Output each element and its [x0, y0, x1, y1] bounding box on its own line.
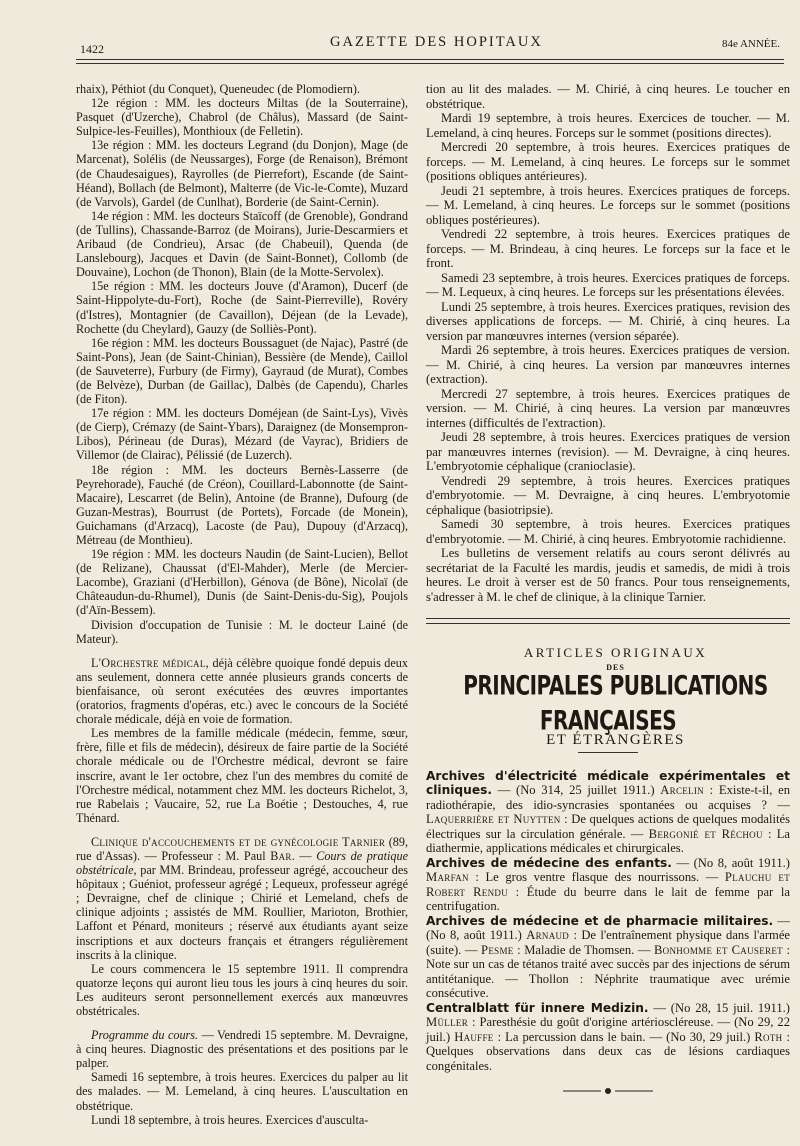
ref-text: : De l'entraînement physique dans l'armée (suite). — [426, 928, 791, 957]
orchestre-heading: L'Orchestre médical, [91, 655, 209, 670]
author: Müller [426, 1015, 468, 1029]
page-number: 1422 [80, 42, 104, 56]
paragraph: Les membres de la famille médicale (médecin, femme, sœur, frère, fille et fils de médecin), désireux de faire partie de la Société chorale médicale ou de l'Orchestre médical, devront se faire inscrire, avant le 1er octobre, chez l'un des membres du comité de l'Orchestre médical, notamment chez MM. les docteurs Richelot, 3, rue Rabelais ; Vaucaire, 52, rue La Boétie ; Destouches, 4, rue Thénard. [76, 726, 408, 825]
section-divider [426, 618, 790, 624]
programme-text: — Vendredi 15 septembre. M. Devraigne, à cinq heures. Diagnostic des présentations et des positions par le palper. [76, 1028, 408, 1071]
ref-text: : La diathermie, applications médicales et chirurgicales. [426, 826, 790, 855]
clinique-paragraph [76, 835, 408, 962]
paragraph: 14e région : MM. les docteurs Staïcoff (de Grenoble), Gondrand (de Tullins), Chassande-Barroz (de Moirans), Jurie-Descarmiers et Aribaud (de Condrieu), Arsac (de Chabeuil), Quenda (de Lanslebourg), Jacques et Davin (de Saint-Bonnet), Collomb (de Douvaine), Lochon (de Thonon), Blain (de la Motte-Servolex). [76, 208, 408, 280]
author: Roth [754, 1029, 783, 1044]
paragraph: 13e région : MM. les docteurs Legrand (du Donjon), Mage (de Marcenat), Solélis (de Neussarges), Forge (de Renaison), Brémont (de Chaudesaigues), Rayrolles (de Pierrefort), Escande (de Saint-Héand), Bollach (de Belmont), Malterre (de Vic-le-Comte), Muzard (de Varvols), Gardel (de Cunlhat), Borderie (de Saint-Cernin). [76, 138, 408, 209]
right-column [426, 82, 790, 1095]
course-title: Cours de pratique obstétricale [76, 848, 409, 878]
ref-text: — (No 8, août 1911.) [671, 855, 790, 870]
reference-entry [426, 856, 790, 914]
ref-text: : Étude du beurre dans le lait de femme par la centrifugation. [426, 884, 790, 913]
paragraph: Jeudi 21 septembre, à trois heures. Exercices pratiques de forceps. — M. Lemeland, à cinq heures. Le forceps sur le sommet (positions obliques postérieures). [426, 183, 790, 227]
ref-text: : Existe-t-il, en radiothérapie, des idio-syncrasies spontanées ou acquises ? — [426, 783, 790, 812]
end-ornament-icon [563, 1087, 653, 1095]
ref-text: : Quelques observations dans deux cas de lésions cardiaques congénitales. [426, 1029, 790, 1073]
clinique-text: . — [291, 848, 317, 863]
clinique-heading: Clinique d'accouchements et de gynécologie Tarnier [91, 834, 386, 849]
paragraph: rhaix), Péthiot (du Conquet), Queneudec (de Plomodiern). [76, 82, 360, 96]
header-rule [76, 59, 784, 64]
paragraph: Mardi 26 septembre, à trois heures. Exercices pratiques de version. — M. Chirié, à cinq heures. La version par manœuvres internes (extraction). [426, 343, 790, 386]
author: Marfan [426, 870, 469, 884]
ref-text: : De quelques actions de quelques modalités électriques sur la circulation générale. — [426, 812, 790, 841]
orchestre-body: déjà célèbre quoique fondé depuis deux ans seulement, donnera cette année plusieurs grands concerts de bienfaisance, où seront exécutées des œuvres importantes (oratorios, fragments d'opéras, etc.) avec le concours de la Société chorale médicale, déjà en voie de formation. [76, 655, 408, 727]
paragraph: 15e région : MM. les docteurs Jouve (d'Aramon), Ducerf (de Saint-Hippolyte-du-Fort), Roche (de Saint-Pierreville), Rovéry (d'Istres), Montagnier (de Cavaillon), Déjean (de la Levade), Rochette (du Cheylard), Gauzy (de Solliès-Pont). [76, 279, 408, 336]
year-label: 84e ANNÉE. [721, 38, 780, 50]
ref-text: — (No 314, 25 juillet 1911.) [491, 783, 661, 797]
professor-name: Bar [270, 848, 292, 863]
paragraph: Samedi 23 septembre, à trois heures. Exercices pratiques de forceps. — M. Lequeux, à cinq heures. Le forceps sur les présentations élevées. [426, 270, 790, 299]
paragraph: Jeudi 28 septembre, à trois heures. Exercices pratiques de version par manœuvres internes (revision). — M. Devraigne, à cinq heures. L'embryotomie céphalique (cranioclasie). [426, 430, 790, 473]
section-subtitle: ET ÉTRANGÈRES [546, 732, 685, 748]
paragraph: Lundi 18 septembre, à trois heures. Exercices d'ausculta- [91, 1112, 369, 1127]
paragraph: Les bulletins de versement relatifs au cours seront délivrés au secrétariat de la Faculté les mardis, jeudis et samedis, de midi à trois heures. Le droit à verser est de 50 francs. Pour tous renseignements, s'adresser à M. le chef de clinique, à la clinique Tarnier. [426, 546, 790, 604]
reference-entry [426, 769, 790, 856]
author: Pesme [481, 942, 514, 957]
paragraph: Division d'occupation de Tunisie : M. le docteur Lainé (de Mateur). [76, 617, 408, 646]
ref-text: — (No 8, août 1911.) [426, 913, 790, 942]
journal-title: GAZETTE DES HOPITAUX [330, 34, 543, 50]
ref-text: — (No 28, 15 juil. 1911.) [648, 1000, 790, 1015]
page-header [80, 34, 786, 58]
paragraph: Mardi 19 septembre, à trois heures. Exercices de toucher. — M. Lemeland, à cinq heures. Forceps sur le sommet (positions directes). [426, 111, 790, 140]
paragraph: 19e région : MM. les docteurs Naudin (de Saint-Lucien), Bellot (de Relizane), Chaussat (d'El-Mahder), Merle (de Mercier-Lacombe), Graziani (d'Herbillon), Génova (de Bône), Nicolaï (de Châteaudun-du-Rhumel), Dunis (de Saint-Denis-du-Sig), Poujols (d'Aïn-Bessem). [76, 547, 408, 618]
ref-text: : Note sur un cas de tétanos traité avec succès par des injections de sérum antitétanique. — Thollon : Néphrite traumatique avec urémie consécutive. [426, 942, 790, 1000]
author: Plauchu et Robert Rendu [426, 870, 790, 899]
author: Laquerrière et Nuytten [426, 812, 561, 826]
paragraph: Le cours commencera le 15 septembre 1911. Il comprendra quatorze leçons qui auront lieu tous les jours à cinq heures du soir. Les auditeurs seront personnellement exercés aux manœuvres obstétricales. [76, 961, 408, 1018]
reference-entry [426, 1001, 790, 1074]
ref-text: : Maladie de Thomsen. — [513, 942, 654, 957]
section-des: DES [606, 662, 625, 672]
paragraph: 17e région : MM. les docteurs Doméjean (de Saint-Lys), Vivès (de Cierp), Crémazy (de Saint-Ybars), Daraignez (de Monsempron-Libos), Périneau (de Duras), Mézard (de Vayrac), Bridiers de Villemor (de Clairac), Pélissié (de Luzerch). [76, 406, 408, 463]
ref-text: : La percussion dans le bain. — (No 30, 29 juil.) [493, 1029, 755, 1044]
paragraph: Vendredi 29 septembre, à trois heures. Exercices pratiques d'embryotomie. — M. Devraigne, à cinq heures. L'embryotomie céphalique (basiotripsie). [426, 473, 790, 517]
paragraph: Lundi 25 septembre, à trois heures. Exercices pratiques, revision des diverses applications de forceps. — M. Chirié, à cinq heures. La version par manœuvres internes (version séparée). [426, 299, 790, 343]
journal-name: Archives d'électricité médicale expérimentales et cliniques. [426, 768, 790, 797]
journal-name: Archives de médecine et de pharmacie militaires. [426, 913, 774, 928]
journal-name: Archives de médecine des enfants. [426, 855, 672, 870]
author: Bonhomme et Causeret [653, 942, 783, 957]
paragraph: Samedi 16 septembre, à trois heures. Exercices du palper au lit des malades. — M. Lemeland, à cinq heures. L'auscultation en obstétrique. [76, 1070, 408, 1113]
section-title: ARTICLES ORIGINAUX [523, 645, 708, 660]
author: Bergonié et Réchou [648, 826, 763, 841]
programme-paragraph [76, 1028, 408, 1070]
paragraph: 16e région : MM. les docteurs Boussaguet (de Najac), Pastré (de Saint-Pons), Jean (de Saint-Chinian), Bessière (de Mende), Caillol (de Sauveterre), Furbury (de Firmy), Gayraud (de Murat), Combes (de Belvèze), Durban (de Gaillac), Dalbès (de Capendu), Charles (de Fiton). [76, 335, 408, 407]
programme-label: Programme du cours. [91, 1028, 199, 1043]
paragraph: 12e région : MM. les docteurs Miltas (de la Souterraine), Pasquet (d'Uzerche), Chabrol (de Châlus), Massard (de Saint-Sulpice-les-Feuilles), Monthioux (de Felletin). [76, 96, 408, 139]
author: Arcelin [660, 783, 704, 797]
paragraph: Vendredi 22 septembre, à trois heures. Exercices pratiques de forceps. — M. Brindeau, à cinq heures. Le forceps sur la face et le front. [426, 227, 790, 270]
journal-name: Centralblatt für innere Medizin. [426, 1000, 649, 1015]
paragraph: tion au lit des malades. — M. Chirié, à cinq heures. Le toucher en obstétrique. [426, 82, 790, 111]
paragraph: Samedi 30 septembre, à trois heures. Exercices pratiques d'embryotomie. — M. Chirié, à cinq heures. Embryotomie rachidienne. [426, 517, 790, 546]
author: Hauffe [454, 1029, 494, 1044]
title-rule [578, 752, 638, 753]
reference-entry [426, 914, 790, 1001]
section-big-title: PRINCIPALES PUBLICATIONS FRANÇAISES [463, 668, 768, 737]
clinique-text: , par MM. Brindeau, professeur agrégé, accoucheur des hôpitaux ; Guéniot, professeur agrégé ; Lequeux, professeur agrégé ; Devraigne, chef de clinique ; Chirié et Lemeland, chefs de clinique adjoints ; assistés de MM. Roullier, Marioton, Brothier, Laffont et Pénard, moniteurs ; réservé aux étudiants ayant seize inscriptions et aux docteurs français et étrangers régulièrement inscrits à la clinique. [76, 863, 408, 962]
paragraph: Mercredi 27 septembre, à trois heures. Exercices pratiques de version. — M. Chirié, à cinq heures. La version par manœuvres internes (difficultés de l'extraction). [426, 386, 790, 430]
left-column [76, 82, 408, 1127]
author: Arnaud [526, 928, 570, 942]
paragraph: 18e région : MM. les docteurs Bernès-Lasserre (de Peyrehorade), Fauché (de Créon), Couillard-Labonnotte (de Saint-Macaire), Lescarret (de Belin), Antoine (de Branne), Dufourg (de Guzan-Mestras), Bourrust (de Portets), Forcade (de Monein), Guichamans (d'Arzacq), Lacoste (de Pau), Dupouy (d'Arzacq), Métreau (de Monthieu). [76, 462, 408, 547]
ref-text: : Le gros ventre flasque des nourrissons. — [468, 870, 725, 884]
ref-text: : Paresthésie du goût d'origine artérioscléreuse. — (No 29, 22 juil.) [426, 1015, 790, 1044]
paragraph: Mercredi 20 septembre, à trois heures. Exercices pratiques de forceps. — M. Lemeland, à cinq heures. Le forceps sur le sommet (positions obliques antérieures). [426, 140, 790, 183]
clinique-text: (89, rue d'Assas). — Professeur : M. Paul [76, 834, 408, 863]
orchestre-paragraph [76, 656, 408, 726]
